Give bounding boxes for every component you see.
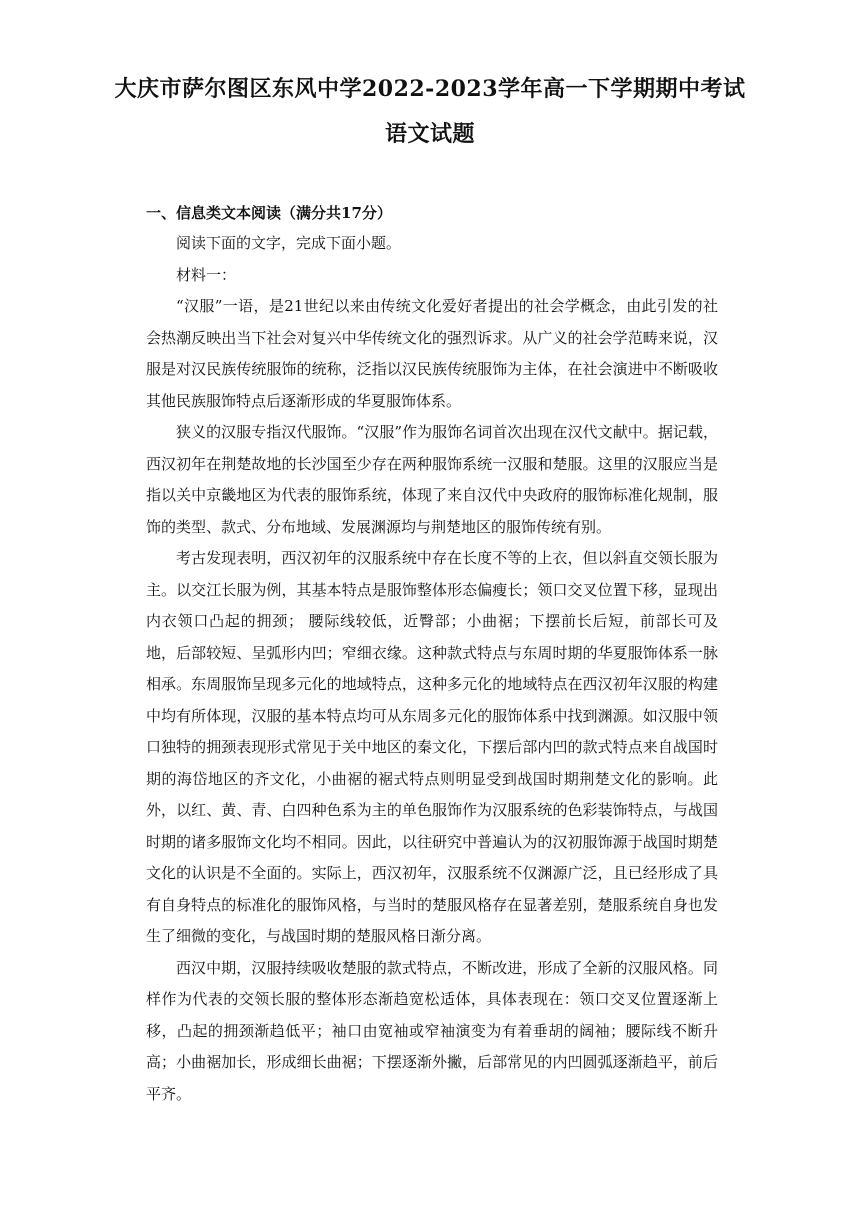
passage-paragraph: 狭义的汉服专指汉代服饰。“汉服”作为服饰名词首次出现在汉代文献中。据记载，西汉初年在荆楚故地的长沙国至少存在两种服饰系统一汉服和楚服。这里的汉服应当是指以关中京畿地区为代表的服饰系统，体现了来自汉代中央政府的服饰标准化规制，服饰的类型、款式、分布地域、发展渊源均与荆楚地区的服饰传统有别。	[146, 423, 718, 536]
instruction-text: 阅读下面的文字，完成下面小题。	[176, 234, 402, 252]
exam-title: 大庆市萨尔图区东风中学2022-2023学年高一下学期期中考试	[114, 76, 746, 102]
exam-subtitle: 语文试题	[384, 121, 475, 147]
reading-passage	[146, 228, 718, 1110]
section-heading: 一、信息类文本阅读（满分共17分）	[146, 204, 392, 222]
material-label: 材料一：	[176, 265, 237, 284]
passage-paragraph: “汉服”一语，是21世纪以来由传统文化爱好者提出的社会学概念，由此引发的社会热潮反映出当下社会对复兴中华传统文化的强烈诉求。从广义的社会学范畴来说，汉服是对汉民族传统服饰的统称，泛指以汉民族传统服饰为主体，在社会演进中不断吸收其他民族服饰特点后逐渐形成的华夏服饰体系。	[146, 297, 718, 410]
passage-paragraph: 考古发现表明，西汉初年的汉服系统中存在长度不等的上衣，但以斜直交领长服为主。以交江长服为例，其基本特点是服饰整体形态偏瘦长；领口交叉位置下移，显现出内衣领口凸起的拥颈； 腰际线较低，近臀部；小曲裾；下摆前长后短，前部长可及地，后部较短、呈弧形内凹；窄细衣缘。这种款式特点与东周时期的华夏服饰体系一脉相承。东周服饰呈现多元化的地域特点，这种多元化的地域特点在西汉初年汉服的构建中均有所体现，汉服的基本特点均可从东周多元化的服饰体系中找到渊源。如汉服中领口独特的拥颈表现形式常见于关中地区的秦文化，下摆后部内凹的款式特点来自战国时期的海岱地区的齐文化，小曲裾的裾式特点则明显受到战国时期荆楚文化的影响。此外，以红、黄、青、白四种色系为主的单色服饰作为汉服系统的色彩装饰特点，与战国时期的诸多服饰文化均不相同。因此，以往研究中普遍认为的汉初服饰源于战国时期楚文化的认识是不全面的。实际上，西汉初年，汉服系统不仅渊源广泛，且已经形成了具有自身特点的标准化的服饰风格，与当时的楚服风格存在显著差别，楚服系统自身也发生了细微的变化，与战国时期的楚服风格日渐分离。	[146, 549, 718, 945]
passage-paragraph: 西汉中期，汉服持续吸收楚服的款式特点，不断改进，形成了全新的汉服风格。同样作为代表的交领长服的整体形态渐趋宽松适体，具体表现在：领口交叉位置逐渐上移，凸起的拥颈渐趋低平；袖口由宽袖或窄袖演变为有着垂胡的阔袖；腰际线不断升高；小曲裾加长，形成细长曲裾；下摆逐渐外撇，后部常见的内凹圆弧逐渐趋平，前后平齐。	[146, 958, 718, 1103]
